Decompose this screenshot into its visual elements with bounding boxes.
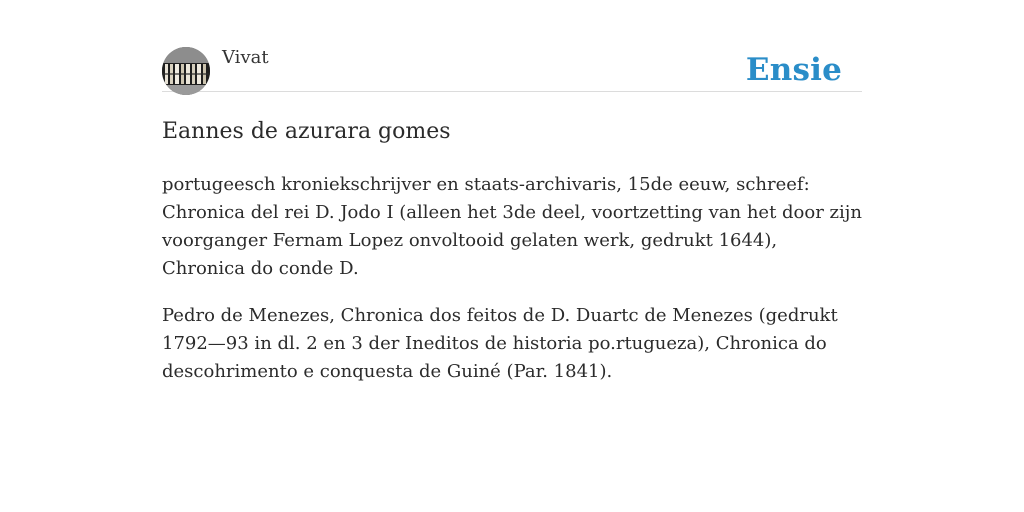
publisher-avatar[interactable] xyxy=(162,47,210,95)
article-title: Eannes de azurara gomes xyxy=(162,119,451,144)
article-paragraph: Pedro de Menezes, Chronica dos feitos de D. Duartc de Menezes (gedrukt 1792—93 in dl. 2 en 3 der Ineditos de historia po.rtugueza), Chronica do descohrimento e conquesta de Guiné (Par. 1841). xyxy=(162,305,838,382)
article-header xyxy=(162,40,862,92)
publisher-name[interactable]: Vivat xyxy=(222,47,269,68)
article-card xyxy=(162,40,862,386)
brand-logo[interactable]: Ensie xyxy=(745,52,842,88)
bookshelf-avatar-icon xyxy=(162,47,210,95)
article-paragraph: portugeesch kroniekschrijver en staats-archivaris, 15de eeuw, schreef: Chronica del rei D. Jodo I (alleen het 3de deel, voortzetting van het door zijn voorganger Fernam Lopez onvoltooid gelaten werk, gedrukt 1644), Chronica do conde D. xyxy=(162,174,862,279)
